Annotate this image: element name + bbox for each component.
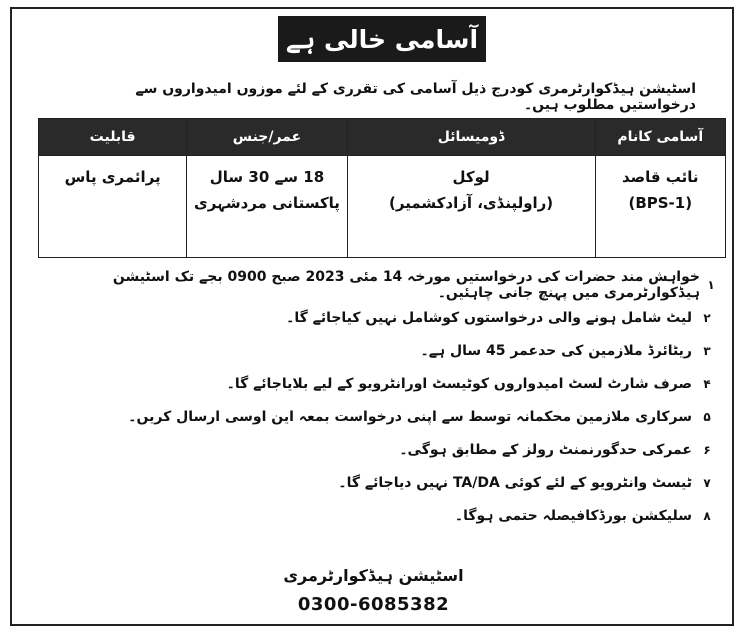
domicile-type: لوکل bbox=[452, 168, 490, 186]
item-number: ۵ bbox=[703, 409, 711, 424]
list-item bbox=[72, 433, 722, 466]
job-advertisement bbox=[10, 7, 734, 626]
header-age-gender: عمر/جنس bbox=[187, 119, 347, 156]
header-domicile: ڈومیسائل bbox=[347, 119, 595, 156]
item-text: سلیکشن بورڈکافیصلہ حتمی ہوگا۔ bbox=[454, 507, 692, 524]
cell-post bbox=[595, 156, 725, 258]
item-number: ۲ bbox=[703, 310, 711, 325]
table-row bbox=[39, 156, 726, 258]
list-item bbox=[72, 268, 722, 301]
list-item bbox=[72, 400, 722, 433]
footer-office-name: اسٹیشن ہیڈکوارٹرمری bbox=[283, 566, 464, 585]
cell-age-gender bbox=[187, 156, 347, 258]
item-number: ۱ bbox=[707, 277, 715, 292]
list-item bbox=[72, 367, 722, 400]
header-post-name: آسامی کانام bbox=[595, 119, 725, 156]
footer-phone-number: 0300-6085382 bbox=[297, 594, 450, 615]
item-text: لیٹ شامل ہونے والی درخواستوں کوشامل نہیں کیاجائے گا۔ bbox=[286, 309, 692, 326]
item-text: صرف شارٹ لسٹ امیدواروں کوٹیسٹ اورانٹرویو کے لیے بلایاجائے گا۔ bbox=[226, 375, 692, 392]
list-item bbox=[72, 334, 722, 367]
gender: پاکستانی مردشہری bbox=[193, 194, 340, 212]
item-text: عمرکی حدگورنمنٹ رولز کے مطابق ہوگی۔ bbox=[399, 441, 692, 458]
item-number: ۳ bbox=[703, 343, 711, 358]
terms-list bbox=[72, 268, 722, 532]
headline-banner: آسامی خالی ہے bbox=[278, 16, 486, 62]
qualification: پرائمری پاس bbox=[64, 168, 161, 186]
item-text: خواہش مند حضرات کی درخواستیں مورخہ 14 مئی 2023 صبح 0900 بجے تک اسٹیشن ہیڈکوارٹرمری میں پہنچ جانی چاہئیں۔ bbox=[112, 268, 700, 301]
item-text: ریٹائرڈ ملازمین کی حدعمر 45 سال ہے۔ bbox=[420, 342, 692, 359]
age-range: 18 سے 30 سال bbox=[209, 168, 325, 186]
list-item bbox=[72, 301, 722, 334]
vacancy-table bbox=[38, 118, 726, 258]
cell-domicile bbox=[347, 156, 595, 258]
list-item bbox=[72, 499, 722, 532]
item-text: سرکاری ملازمین محکمانہ توسط سے اپنی درخواست بمعہ این اوسی ارسال کریں۔ bbox=[128, 408, 692, 425]
table-header-row bbox=[39, 119, 726, 156]
item-text: ٹیسٹ وانٹرویو کے لئے کوئی TA/DA نہیں دیاجائے گا۔ bbox=[338, 474, 692, 491]
header-qualification: قابلیت bbox=[39, 119, 187, 156]
list-item bbox=[72, 466, 722, 499]
item-number: ۶ bbox=[703, 442, 711, 457]
cell-qualification bbox=[39, 156, 187, 258]
item-number: ۴ bbox=[703, 376, 711, 391]
post-grade: (BPS-1) bbox=[628, 194, 693, 212]
item-number: ۸ bbox=[703, 508, 711, 523]
domicile-area: (راولپنڈی، آزادکشمیر) bbox=[389, 194, 554, 212]
item-number: ۷ bbox=[703, 475, 711, 490]
post-name: نائب قاصد bbox=[621, 168, 699, 186]
intro-text: اسٹیشن ہیڈکوارٹرمری کودرج ذیل آسامی کی تقرری کے لئے موزوں امیدواروں سے درخواستیں مطلوب ہیں۔ bbox=[135, 81, 696, 113]
